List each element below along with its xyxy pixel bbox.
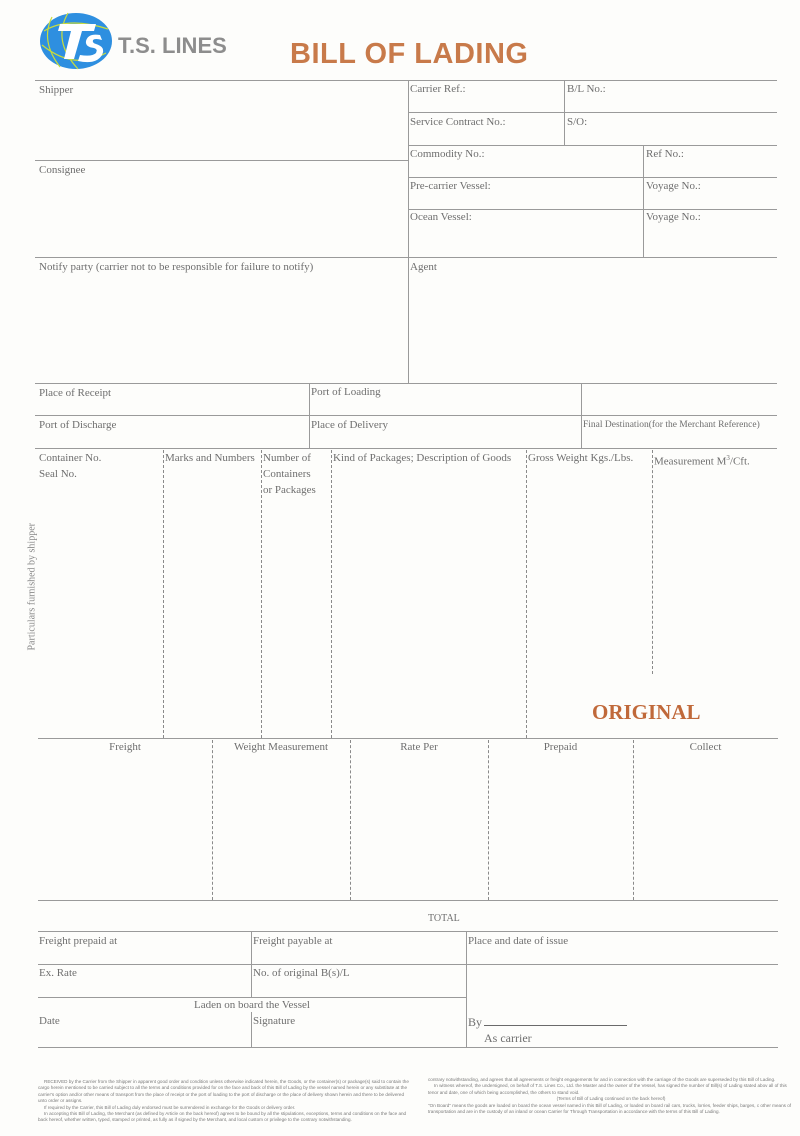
divider (35, 80, 777, 81)
terms-right-p1: contrary notwithstanding, and agrees that all agreements or freight engagements for and in connection with the carriage of the Goods are superseded by this Bill of Lading. (428, 1077, 776, 1082)
as-carrier-label: As carrier (484, 1031, 532, 1045)
ocean-vessel-label: Ocean Vessel: (410, 211, 472, 223)
divider (408, 112, 777, 113)
divider (35, 448, 777, 449)
carrier-ref-label: Carrier Ref.: (410, 83, 466, 95)
original-stamp: ORIGINAL (592, 700, 701, 724)
terms-left-p1: RECEIVED by the Carrier from the Shipper in apparent good order and condition unless otherwise indicated herein, the Goods, or the container(s) or package(s) said to contain the cargo herein mentioned to be carried subject to all the terms and conditions provided for on the face and back of this Bill of Lading by the vessel named herein or any substitute at the carrier's option and/or other means of transport from the place of receipt or the port of loading to the port of discharge or the place of delivery shown herein and there to be delivered unto order or assigns. (38, 1079, 409, 1104)
terms-left (38, 1079, 410, 1124)
divider (643, 145, 644, 258)
voyage-no-label: Voyage No.: (646, 180, 701, 192)
measurement-suffix: /Cft. (729, 455, 750, 468)
no-original-bl-label: No. of original B(s)/L (253, 967, 350, 979)
terms-right-p3: (Terms of Bill of Lading continued on the back hereof) (556, 1096, 666, 1102)
rate-per-header: Rate Per (400, 741, 438, 753)
number-of-header: Number of (263, 452, 311, 464)
voyage-no-label: Voyage No.: (646, 211, 701, 223)
terms-right-p2: In witness whereof, the undersigned, on behalf of T.S. Lines Co., Ltd. the Master and the owner of the Vessel, has signed the number of Bill(s) of Lading stated abov all of this tenor and date, one of which being accomplished, the others to stand void. (428, 1083, 787, 1095)
terms-left-p3: In accepting this Bill of Lading, the Merchant (as defined by Article on the back hereof) agrees to be bound by all the stipulations, exceptions, terms and conditions on the face and back hereof, whether written, typed, stamped or printed, as fully as if signed by the Merchant, and local custom or privilege to the contrary notwithstanding. (38, 1111, 407, 1123)
divider (38, 997, 466, 998)
weight-measurement-header: Weight Measurement (233, 741, 329, 753)
column-divider (488, 740, 489, 900)
divider (408, 80, 409, 383)
divider (251, 1012, 252, 1047)
prepaid-header: Prepaid (543, 741, 578, 753)
column-divider (350, 740, 351, 900)
freight-payable-at-label: Freight payable at (253, 935, 333, 947)
ex-rate-label: Ex. Rate (39, 967, 77, 979)
divider (38, 931, 778, 932)
divider (408, 177, 777, 178)
date-label: Date (39, 1015, 60, 1027)
column-divider (163, 450, 164, 738)
column-divider (261, 450, 262, 738)
final-destination-label: Final Destination(for the Merchant Reference) (583, 420, 760, 430)
column-divider (212, 740, 213, 900)
place-date-issue-label: Place and date of issue (468, 935, 569, 947)
freight-header: Freight (109, 741, 141, 753)
column-divider (526, 450, 527, 738)
port-of-discharge-label: Port of Discharge (39, 419, 117, 431)
laden-on-board-label: Laden on board the Vessel (194, 999, 310, 1011)
marks-numbers-header: Marks and Numbers (165, 452, 255, 464)
ts-globe-icon (38, 11, 114, 71)
place-of-receipt-label: Place of Receipt (39, 387, 112, 399)
company-name: T.S. LINES (118, 33, 227, 58)
measurement-header (654, 452, 750, 469)
particulars-side-label: Particulars furnished by shipper (26, 523, 38, 651)
divider (35, 383, 777, 384)
by-signature-line (484, 1025, 627, 1026)
terms-right-p4: "On Board" means the goods are loaded on board the ocean vessel named in this Bill of Lading, or loaded on board rail cars, trucks, lorries, feeder ships, barges, c other means of transportation and are in the custody of an inland or ocean Carrier for Through Transportation in accordance with the terms of this Bill of Lading. (428, 1102, 792, 1115)
signature-label: Signature (253, 1015, 296, 1027)
column-divider (652, 450, 653, 674)
consignee-label: Consignee (39, 164, 86, 176)
measurement-text: Measurement M (654, 455, 727, 468)
commodity-no-label: Commodity No.: (410, 148, 485, 160)
seal-no-header: Seal No. (39, 468, 77, 480)
or-packages-header: or Packages (263, 484, 316, 496)
gross-weight-header: Gross Weight Kgs./Lbs. (528, 452, 634, 464)
bl-no-label: B/L No.: (567, 83, 606, 95)
notify-party-label: Notify party (carrier not to be responsible for failure to notify) (39, 261, 314, 273)
divider (408, 145, 777, 146)
container-no-header: Container No. (39, 452, 102, 464)
total-label: TOTAL (428, 913, 460, 924)
terms-left-p2: If required by the Carrier, this Bill of Lading duly endorsed must be surrendered in exchange for the Goods or delivery order. (44, 1104, 296, 1110)
divider (408, 209, 777, 210)
divider (38, 1047, 778, 1048)
company-logo (38, 11, 114, 71)
document-title: BILL OF LADING (290, 38, 529, 70)
divider (466, 931, 467, 1047)
divider (35, 415, 777, 416)
column-divider (633, 740, 634, 900)
freight-prepaid-at-label: Freight prepaid at (39, 935, 118, 947)
so-label: S/O: (567, 116, 588, 128)
ref-no-label: Ref No.: (646, 148, 684, 160)
collect-header: Collect (689, 741, 722, 753)
divider (38, 964, 778, 965)
by-label: By (468, 1015, 483, 1029)
kind-of-packages-header: Kind of Packages; Description of Goods (333, 452, 512, 464)
divider (35, 257, 777, 258)
port-of-loading-label: Port of Loading (311, 386, 381, 398)
agent-label: Agent (410, 261, 437, 273)
divider (35, 160, 408, 161)
divider (38, 900, 778, 901)
place-of-delivery-label: Place of Delivery (311, 419, 388, 431)
containers-header: Containers (263, 468, 311, 480)
pre-carrier-vessel-label: Pre-carrier Vessel: (410, 180, 491, 192)
service-contract-label: Service Contract No.: (410, 116, 506, 128)
measurement-sup: 3 (726, 454, 730, 462)
column-divider (331, 450, 332, 738)
shipper-label: Shipper (39, 84, 74, 96)
divider (38, 738, 778, 739)
terms-right (428, 1077, 794, 1115)
